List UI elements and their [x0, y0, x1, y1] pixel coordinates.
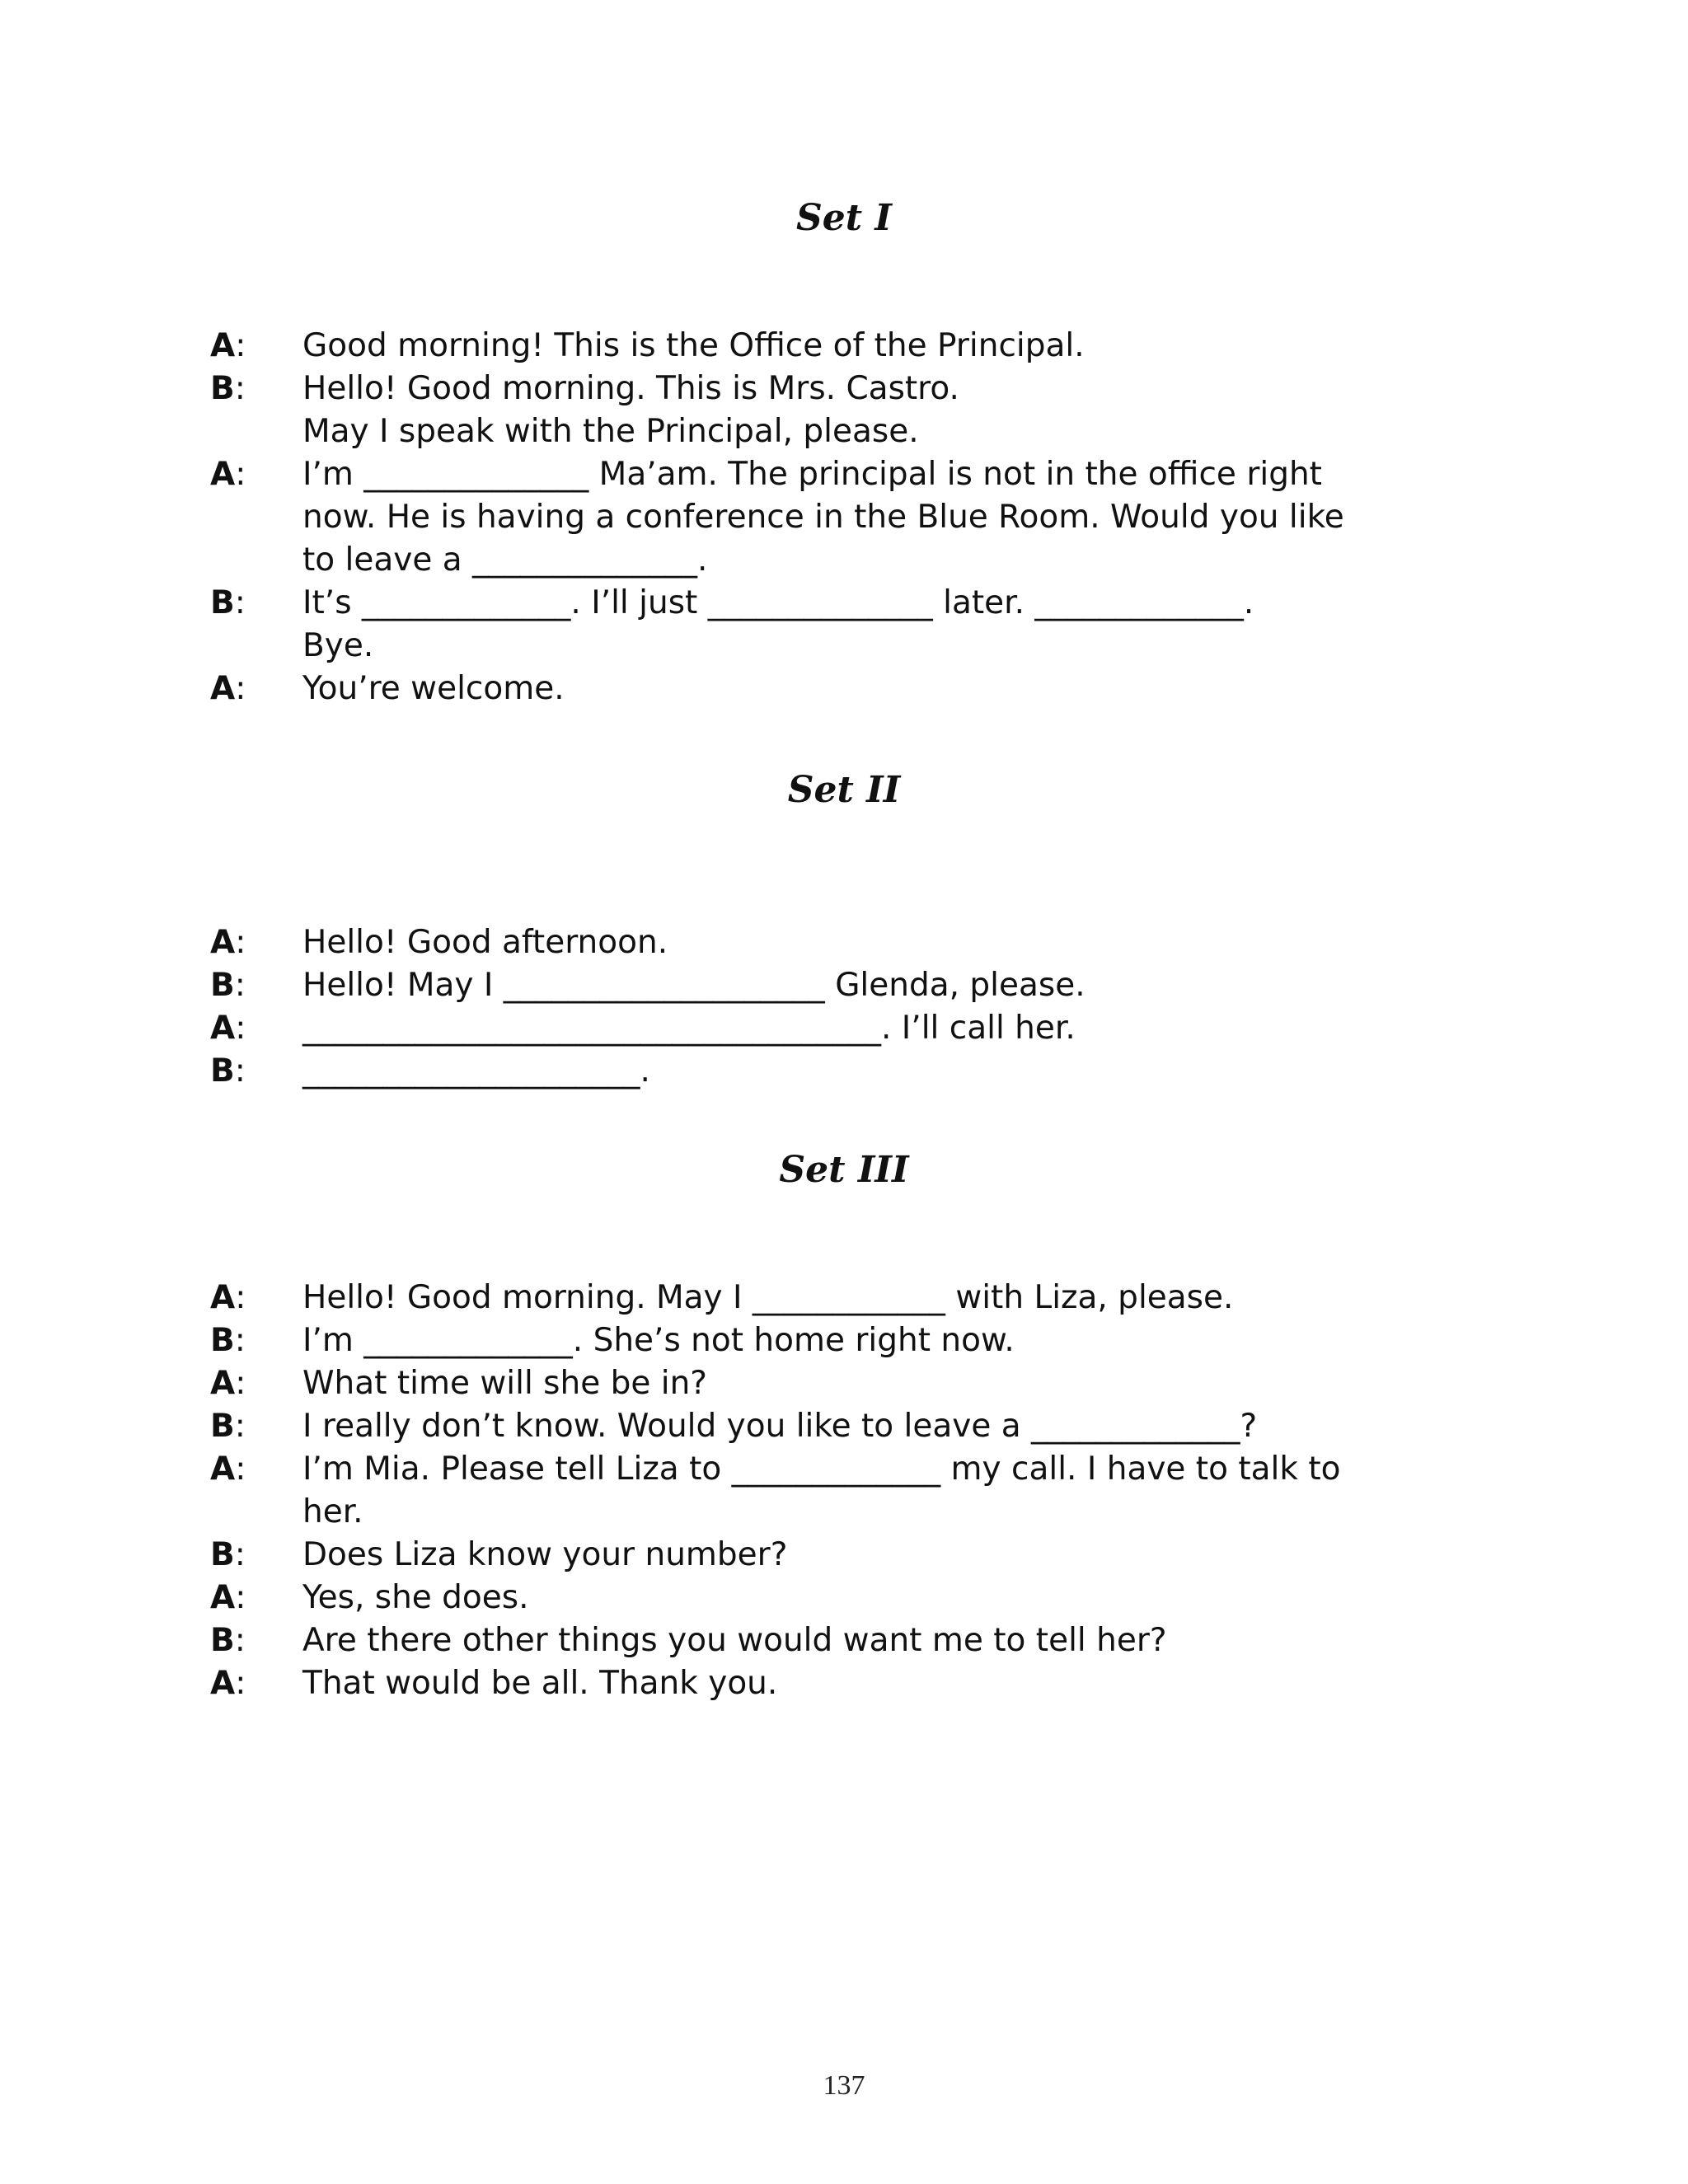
dialogue-line: B: Are there other things you would want me to tell her?	[210, 1619, 1496, 1662]
dialogue-text: I’m _____________. She’s not home right now.	[302, 1322, 1015, 1359]
speaker-label: A	[210, 1665, 236, 1702]
speaker-label: A	[210, 456, 236, 493]
dialogue-line: A: What time will she be in?	[210, 1362, 1496, 1405]
set-1-heading: Set I	[796, 197, 892, 239]
set-2-heading: Set II	[787, 769, 901, 811]
dialogue-line: A: I’m ______________ Ma’am. The principal is not in the office right now. He is having a conference in the Blue Room. Would you like to leave a ______________.	[210, 453, 1496, 582]
dialogue-text: Bye.	[302, 627, 374, 664]
dialogue-text: Are there other things you would want me to tell her?	[302, 1622, 1167, 1659]
dialogue-text: ____________________________________. I’ll call her.	[302, 1010, 1076, 1047]
speaker-label: B	[210, 584, 235, 621]
dialogue-text: Yes, she does.	[302, 1579, 529, 1616]
dialogue-line: A: I’m Mia. Please tell Liza to _____________ my call. I have to talk to her.	[210, 1448, 1496, 1534]
dialogue-text: I’m ______________ Ma’am. The principal is not in the office right	[302, 456, 1322, 493]
speaker-label: A	[210, 924, 236, 961]
dialogue-line: A: Hello! Good morning. May I ____________ with Liza, please.	[210, 1277, 1496, 1319]
set-3-dialogue	[210, 1277, 1496, 1705]
speaker-label: B	[210, 1052, 235, 1090]
speaker-label: A	[210, 1279, 236, 1316]
page-number: 137	[823, 2070, 865, 2101]
dialogue-text: _____________________.	[302, 1052, 650, 1090]
speaker-label: B	[210, 1622, 235, 1659]
dialogue-line: A: Good morning! This is the Office of the Principal.	[210, 325, 1496, 368]
speaker-label: A	[210, 1365, 236, 1402]
speaker-label: A	[210, 327, 236, 364]
dialogue-line: B: It’s _____________. I’ll just ______________ later. _____________. Bye.	[210, 582, 1496, 668]
speaker-label: A	[210, 1010, 236, 1047]
dialogue-text: That would be all. Thank you.	[302, 1665, 778, 1702]
speaker-label: B	[210, 967, 235, 1004]
dialogue-text: May I speak with the Principal, please.	[302, 413, 919, 450]
dialogue-text: Good morning! This is the Office of the Principal.	[302, 327, 1085, 364]
speaker-label: B	[210, 1536, 235, 1573]
dialogue-text: Hello! May I ____________________ Glenda, please.	[302, 967, 1085, 1004]
dialogue-text: Does Liza know your number?	[302, 1536, 788, 1573]
dialogue-line: A: That would be all. Thank you.	[210, 1662, 1496, 1705]
set-1-dialogue	[210, 325, 1496, 710]
dialogue-text: It’s _____________. I’ll just ______________ later. _____________.	[302, 584, 1254, 621]
speaker-label: A	[210, 670, 236, 707]
dialogue-line: A: ____________________________________. I’ll call her.	[210, 1007, 1496, 1050]
dialogue-text: Hello! Good morning. May I ____________ with Liza, please.	[302, 1279, 1234, 1316]
dialogue-line: A: Yes, she does.	[210, 1577, 1496, 1619]
dialogue-line: B: Hello! May I ____________________ Glenda, please.	[210, 964, 1496, 1007]
dialogue-line: B: I’m _____________. She’s not home right now.	[210, 1319, 1496, 1362]
dialogue-line: B: Hello! Good morning. This is Mrs. Castro. May I speak with the Principal, please.	[210, 368, 1496, 453]
set-2-dialogue	[210, 921, 1496, 1093]
dialogue-text: I’m Mia. Please tell Liza to _____________ my call. I have to talk to	[302, 1451, 1341, 1488]
set-3-heading: Set III	[779, 1149, 909, 1191]
dialogue-text: You’re welcome.	[302, 670, 565, 707]
speaker-label: A	[210, 1451, 236, 1488]
dialogue-text: What time will she be in?	[302, 1365, 708, 1402]
dialogue-line: B: I really don’t know. Would you like to leave a _____________?	[210, 1405, 1496, 1448]
dialogue-text: now. He is having a conference in the Blue Room. Would you like	[302, 499, 1344, 536]
speaker-label: B	[210, 1408, 235, 1445]
dialogue-text: her.	[302, 1493, 363, 1530]
dialogue-line: B: _____________________.	[210, 1050, 1496, 1093]
speaker-label: A	[210, 1579, 236, 1616]
dialogue-text: Hello! Good afternoon.	[302, 924, 668, 961]
dialogue-line: A: You’re welcome.	[210, 668, 1496, 710]
dialogue-line: B: Does Liza know your number?	[210, 1534, 1496, 1577]
speaker-label: B	[210, 370, 235, 407]
dialogue-text: to leave a ______________.	[302, 541, 708, 579]
dialogue-line: A: Hello! Good afternoon.	[210, 921, 1496, 964]
dialogue-text: I really don’t know. Would you like to leave a _____________?	[302, 1408, 1258, 1445]
speaker-label: B	[210, 1322, 235, 1359]
dialogue-text: Hello! Good morning. This is Mrs. Castro.	[302, 370, 959, 407]
